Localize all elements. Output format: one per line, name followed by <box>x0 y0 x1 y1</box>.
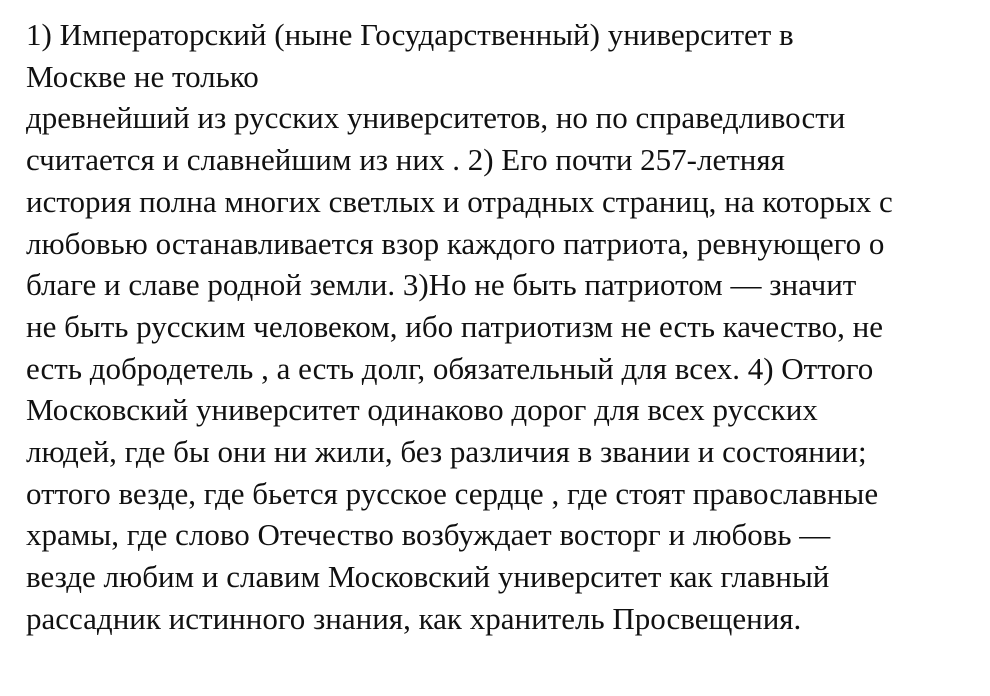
document-text <box>26 14 976 640</box>
text-line: история полна многих светлых и отрадных страниц, на которых с <box>26 183 893 219</box>
text-line: оттого везде, где бьется русское сердце , где стоят православные <box>26 475 879 511</box>
text-line: 1) Императорский (ныне Государственный) университет в <box>26 17 794 52</box>
text-line: есть добродетель , а есть долг, обязательный для всех. 4) Оттого <box>26 350 874 386</box>
text-line: везде любим и славим Московский университет как главный <box>26 559 830 595</box>
text-line: не быть русским человеком, ибо патриотизм не есть качество, не <box>26 308 884 344</box>
text-line: рассадник истинного знания, как хранитель Просвещения. <box>26 600 802 636</box>
text-line: людей, где бы они ни жили, без различия в звании и состоянии; <box>26 434 867 470</box>
text-line: храмы, где слово Отечество возбуждает восторг и любовь — <box>26 517 831 553</box>
text-line: благе и славе родной земли. 3)Но не быть патриотом — значит <box>26 267 857 303</box>
text-line: древнейший из русских университетов, но по справедливости <box>26 100 846 136</box>
text-line: любовью останавливается взор каждого патриота, ревнующего о <box>26 225 885 261</box>
text-line: Московский университет одинаково дорог для всех русских <box>26 392 818 428</box>
text-line: Москве не только <box>26 58 259 94</box>
text-line: считается и славнейшим из них . 2) Его почти 257-летняя <box>26 142 785 178</box>
